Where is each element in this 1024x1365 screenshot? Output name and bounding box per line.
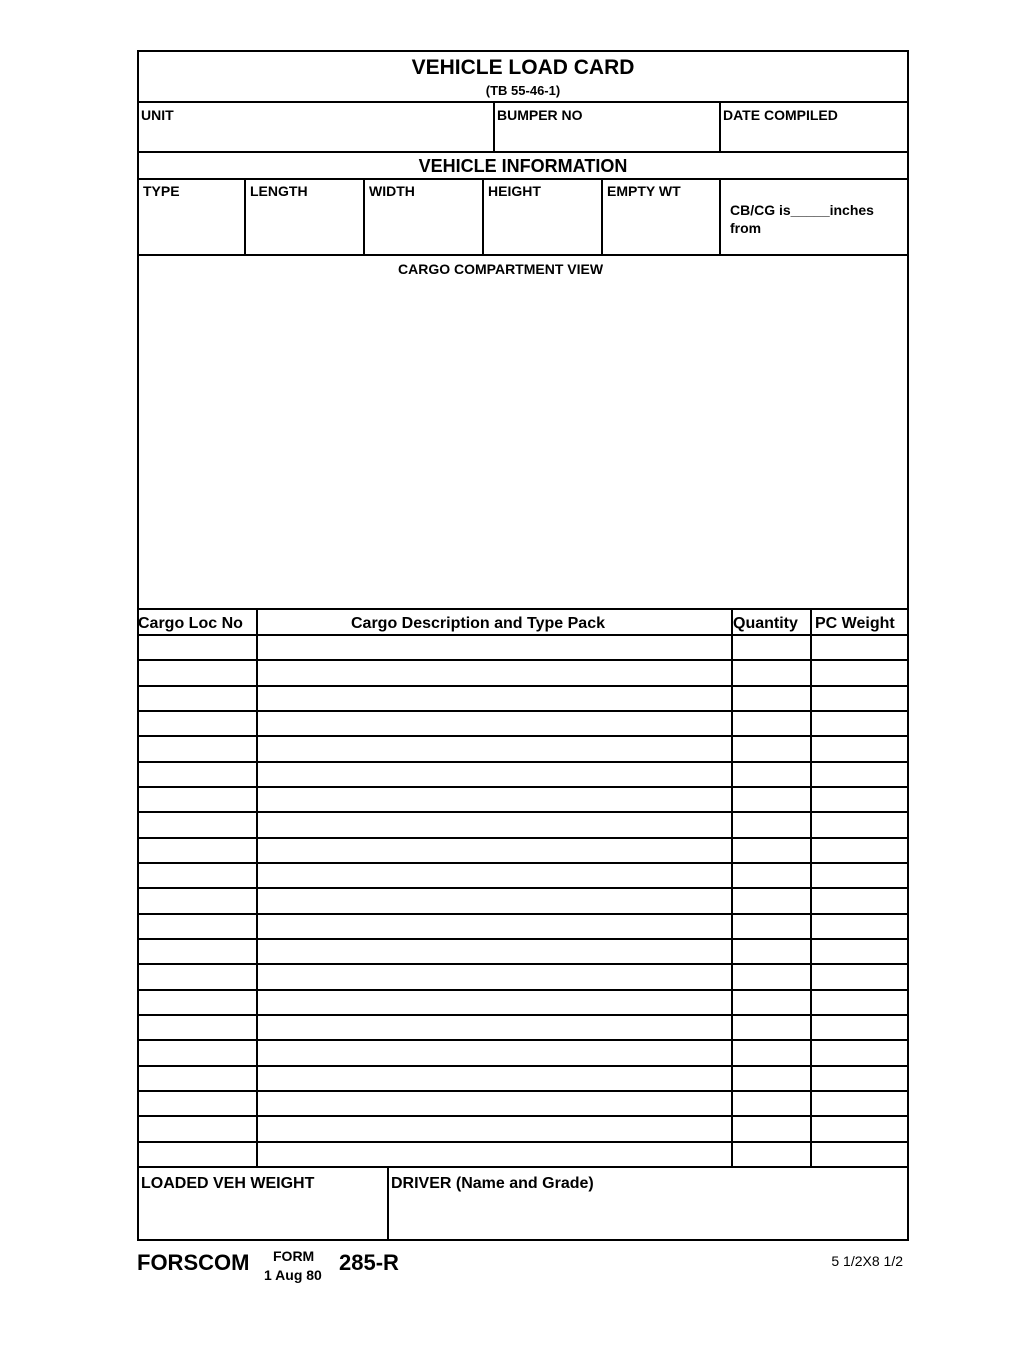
cargo-compartment-drawing-area[interactable] [139,280,907,606]
divider [139,608,907,610]
divider [139,101,907,103]
bumper-no-field[interactable] [495,124,717,150]
quantity-cell[interactable] [733,1092,810,1115]
divider [731,609,733,1167]
pc-weight-cell[interactable] [812,788,909,811]
pc-weight-cell[interactable] [812,737,909,760]
cargo-loc-no-cell[interactable] [139,1041,256,1064]
height-label: HEIGHT [488,183,541,199]
pc-weight-cell[interactable] [812,1117,909,1140]
unit-field[interactable] [139,124,491,150]
pc-weight-cell[interactable] [812,915,909,938]
quantity-cell[interactable] [733,1041,810,1064]
cargo-description-header: Cargo Description and Type Pack [351,615,605,632]
cargo-loc-no-cell[interactable] [139,991,256,1014]
cargo-description-cell[interactable] [258,687,731,710]
cargo-loc-no-cell[interactable] [139,889,256,912]
cbcg-label-line2: from [730,220,762,236]
quantity-header: Quantity [733,615,798,632]
height-field[interactable] [484,202,599,252]
cargo-loc-no-cell[interactable] [139,1016,256,1039]
cargo-loc-no-cell[interactable] [139,636,256,659]
quantity-cell[interactable] [733,1143,810,1166]
cargo-description-cell[interactable] [258,1041,731,1064]
cargo-description-cell[interactable] [258,991,731,1014]
pc-weight-cell[interactable] [812,991,909,1014]
pc-weight-cell[interactable] [812,965,909,988]
cargo-description-cell[interactable] [258,813,731,836]
bumper-no-label: BUMPER NO [497,107,583,123]
quantity-cell[interactable] [733,763,810,786]
driver-label: DRIVER (Name and Grade) [391,1175,594,1192]
quantity-cell[interactable] [733,788,810,811]
cargo-loc-no-cell[interactable] [139,813,256,836]
divider [256,609,258,1167]
cargo-loc-no-header: Cargo Loc No [138,615,243,632]
pc-weight-cell[interactable] [812,763,909,786]
date-compiled-field[interactable] [721,124,907,150]
loaded-veh-weight-label: LOADED VEH WEIGHT [141,1175,315,1192]
quantity-cell[interactable] [733,687,810,710]
pc-weight-cell[interactable] [812,636,909,659]
cbcg-label-line1: CB/CG is_____inches [730,202,874,218]
length-field[interactable] [246,202,361,252]
cargo-description-cell[interactable] [258,661,731,684]
quantity-cell[interactable] [733,889,810,912]
divider [139,178,907,180]
cargo-description-cell[interactable] [258,737,731,760]
cargo-description-cell[interactable] [258,636,731,659]
empty-wt-label: EMPTY WT [607,183,681,199]
cargo-loc-no-cell[interactable] [139,1117,256,1140]
pc-weight-cell[interactable] [812,1016,909,1039]
quantity-cell[interactable] [733,839,810,862]
form-title: VEHICLE LOAD CARD [411,56,635,79]
width-field[interactable] [365,202,480,252]
quantity-cell[interactable] [733,661,810,684]
pc-weight-cell[interactable] [812,864,909,887]
type-label: TYPE [143,183,180,199]
quantity-cell[interactable] [733,915,810,938]
unit-label: UNIT [141,107,174,123]
cargo-description-cell[interactable] [258,940,731,963]
cargo-description-cell[interactable] [258,839,731,862]
cargo-description-cell[interactable] [258,889,731,912]
cargo-description-cell[interactable] [258,1143,731,1166]
cargo-loc-no-cell[interactable] [139,687,256,710]
divider [139,254,907,256]
vehicle-load-card-form [137,50,909,1241]
type-field[interactable] [139,202,242,252]
form-date: 1 Aug 80 [264,1267,322,1283]
date-compiled-label: DATE COMPILED [723,107,838,123]
cargo-loc-no-cell[interactable] [139,1143,256,1166]
divider [139,1166,907,1168]
pc-weight-cell[interactable] [812,889,909,912]
cargo-description-cell[interactable] [258,1117,731,1140]
quantity-cell[interactable] [733,1016,810,1039]
cargo-description-cell[interactable] [258,965,731,988]
cargo-loc-no-cell[interactable] [139,965,256,988]
cargo-loc-no-cell[interactable] [139,1092,256,1115]
driver-field[interactable] [389,1197,907,1239]
cargo-loc-no-cell[interactable] [139,915,256,938]
cargo-loc-no-cell[interactable] [139,661,256,684]
width-label: WIDTH [369,183,415,199]
cargo-loc-no-cell[interactable] [139,712,256,735]
form-reference: (TB 55-46-1) [485,83,561,98]
pc-weight-cell[interactable] [812,1067,909,1090]
vehicle-information-heading: VEHICLE INFORMATION [418,156,628,176]
pc-weight-cell[interactable] [812,687,909,710]
quantity-cell[interactable] [733,813,810,836]
cargo-loc-no-cell[interactable] [139,763,256,786]
cargo-description-cell[interactable] [258,763,731,786]
quantity-cell[interactable] [733,636,810,659]
quantity-cell[interactable] [733,864,810,887]
length-label: LENGTH [250,183,308,199]
quantity-cell[interactable] [733,1067,810,1090]
cargo-description-cell[interactable] [258,1016,731,1039]
cargo-description-cell[interactable] [258,864,731,887]
quantity-cell[interactable] [733,965,810,988]
quantity-cell[interactable] [733,737,810,760]
cargo-loc-no-cell[interactable] [139,1067,256,1090]
cargo-description-cell[interactable] [258,712,731,735]
card-size-note: 5 1/2X8 1/2 [831,1253,903,1269]
pc-weight-cell[interactable] [812,940,909,963]
divider [719,179,721,254]
cargo-loc-no-cell[interactable] [139,839,256,862]
cargo-loc-no-cell[interactable] [139,788,256,811]
quantity-cell[interactable] [733,1117,810,1140]
quantity-cell[interactable] [733,991,810,1014]
cargo-description-cell[interactable] [258,788,731,811]
pc-weight-cell[interactable] [812,1143,909,1166]
pc-weight-cell[interactable] [812,661,909,684]
cargo-description-cell[interactable] [258,1067,731,1090]
cargo-loc-no-cell[interactable] [139,864,256,887]
cargo-description-cell[interactable] [258,915,731,938]
form-number: 285-R [339,1250,399,1275]
pc-weight-cell[interactable] [812,1092,909,1115]
pc-weight-header: PC Weight [815,615,895,632]
pc-weight-cell[interactable] [812,813,909,836]
divider [139,151,907,153]
cargo-compartment-view-heading: CARGO COMPARTMENT VIEW [398,261,604,277]
form-word: FORM [273,1248,315,1264]
pc-weight-cell[interactable] [812,1041,909,1064]
empty-wt-field[interactable] [603,202,717,252]
cargo-loc-no-cell[interactable] [139,940,256,963]
loaded-veh-weight-field[interactable] [139,1197,385,1239]
cargo-description-cell[interactable] [258,1092,731,1115]
divider [810,609,812,1167]
agency-name: FORSCOM [137,1250,250,1275]
quantity-cell[interactable] [733,712,810,735]
cargo-loc-no-cell[interactable] [139,737,256,760]
quantity-cell[interactable] [733,940,810,963]
pc-weight-cell[interactable] [812,712,909,735]
pc-weight-cell[interactable] [812,839,909,862]
